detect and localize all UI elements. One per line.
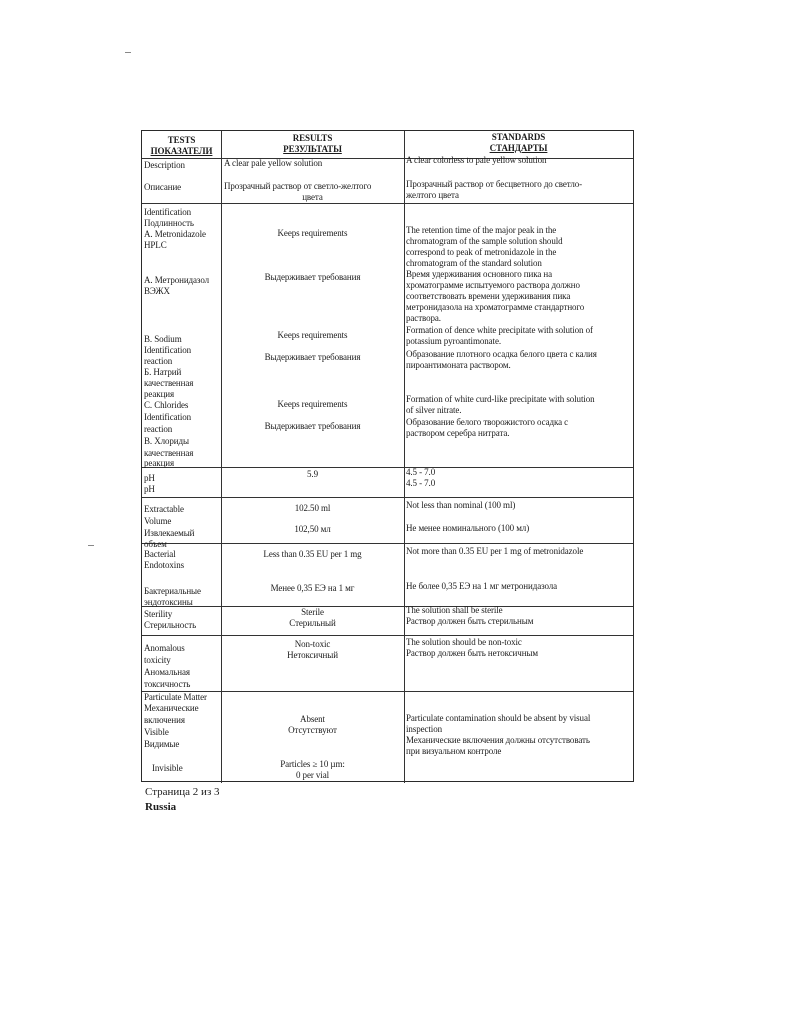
identification-a-std-en-1: The retention time of the major peak in the: [406, 225, 557, 235]
header-results-en: RESULTS: [292, 133, 333, 143]
endotoxins-standard-ru: Не более 0,35 ЕЭ на 1 мг метронидазола: [406, 581, 558, 591]
identification-a-std-ru-2: хроматограмме испытуемого раствора должно: [406, 280, 580, 290]
identification-c-en-2: Identification: [144, 412, 192, 422]
ph-standard-2: 4.5 - 7.0: [406, 478, 436, 488]
test-results-table: [141, 130, 634, 782]
ph-label-ru: pH: [144, 484, 155, 494]
row-divider: [142, 543, 633, 544]
particulate-label-ru-2: включения: [144, 715, 185, 725]
identification-b-ru-3: реакция: [144, 389, 175, 399]
ph-result: 5.9: [307, 469, 318, 479]
identification-c-ru-1: В. Хлориды: [144, 436, 189, 446]
endotoxins-label-ru-2: эндотоксины: [144, 597, 193, 607]
particulate-invisible-result-1: Particles ≥ 10 µm:: [280, 759, 345, 769]
toxicity-result-ru: Нетоксичный: [287, 650, 338, 660]
row-divider: [142, 467, 633, 468]
extractable-label-en-1: Extractable: [144, 504, 184, 514]
identification-title-en: Identification: [144, 207, 192, 217]
identification-a-en-1: A. Metronidazole: [144, 229, 206, 239]
ph-label-en: pH: [144, 473, 155, 483]
particulate-invisible-result-2: 0 per vial: [296, 770, 329, 780]
identification-a-std-en-2: chromatogram of the sample solution should: [406, 236, 563, 246]
particulate-visible-std-en-1: Particulate contamination should be absent by visual: [406, 713, 591, 723]
description-result-en: A clear pale yellow solution: [224, 158, 323, 168]
identification-b-std-en-1: Formation of dence white precipitate with solution of: [406, 325, 593, 335]
row-divider: [142, 691, 633, 692]
identification-c-std-en-1: Formation of white curd-like precipitate with solution: [406, 394, 595, 404]
identification-a-ru-1: А. Метронидазол: [144, 275, 210, 285]
header-tests-en: TESTS: [167, 135, 196, 145]
extractable-label-ru-1: Извлекаемый: [144, 528, 195, 538]
identification-b-result-en: Keeps requirements: [277, 330, 348, 340]
extractable-result-en: 102.50 ml: [294, 503, 331, 513]
description-result-ru-2: цвета: [302, 192, 323, 202]
endotoxins-label-ru-1: Бактериальные: [144, 586, 201, 596]
sterility-result-en: Sterile: [301, 607, 324, 617]
identification-b-en-2: Identification: [144, 345, 192, 355]
row-divider: [142, 635, 633, 636]
identification-b-result-ru: Выдерживает требования: [264, 352, 361, 362]
identification-a-en-2: HPLC: [144, 240, 167, 250]
identification-title-ru: Подлинность: [144, 218, 194, 228]
identification-c-en-3: reaction: [144, 424, 173, 434]
country-label: Russia: [145, 801, 177, 813]
identification-a-std-en-4: chromatogram of the standard solution: [406, 258, 542, 268]
identification-b-std-en-2: potassium pyroantimonate.: [406, 336, 501, 346]
identification-b-std-ru-2: пироантимоната раствором.: [406, 360, 511, 370]
identification-a-std-en-3: correspond to peak of metronidazole in the: [406, 247, 557, 257]
extractable-standard-en: Not less than nominal (100 ml): [406, 500, 516, 510]
ph-standard-1: 4.5 - 7.0: [406, 467, 436, 477]
sterility-standard-ru: Раствор должен быть стерильным: [406, 616, 534, 626]
particulate-label-ru-1: Механические: [144, 703, 199, 713]
identification-c-result-ru: Выдерживает требования: [264, 421, 361, 431]
toxicity-label-en-2: toxicity: [144, 655, 171, 665]
identification-a-result-ru: Выдерживает требования: [264, 272, 361, 282]
endotoxins-result-en: Less than 0.35 EU per 1 mg: [263, 549, 362, 559]
toxicity-label-ru-1: Аномальная: [144, 667, 190, 677]
identification-c-en-1: C. Chlorides: [144, 400, 189, 410]
identification-a-std-ru-1: Время удерживания основного пика на: [406, 269, 553, 279]
header-standards-ru: СТАНДАРТЫ: [489, 143, 548, 153]
header-results-ru: РЕЗУЛЬТАТЫ: [283, 144, 342, 154]
scan-mark: [88, 545, 94, 546]
particulate-visible-result-ru: Отсутствуют: [288, 725, 337, 735]
description-label-en: Description: [144, 160, 185, 170]
particulate-visible-ru: Видимые: [144, 739, 180, 749]
extractable-label-ru-2: объем: [144, 539, 167, 549]
row-divider: [142, 497, 633, 498]
extractable-standard-ru: Не менее номинального (100 мл): [406, 523, 530, 533]
identification-c-ru-3: реакция: [144, 458, 175, 468]
particulate-visible-std-ru-1: Механические включения должны отсутствовать: [406, 735, 590, 745]
endotoxins-standard-en: Not more than 0.35 EU per 1 mg of metronidazole: [406, 546, 584, 556]
identification-c-ru-2: качественная: [144, 448, 194, 458]
identification-c-result-en: Keeps requirements: [277, 399, 348, 409]
identification-b-en-3: reaction: [144, 356, 173, 366]
sterility-standard-en: The solution shall be sterile: [406, 605, 503, 615]
header-standards-en: STANDARDS: [491, 132, 546, 142]
description-label-ru: Описание: [144, 182, 182, 192]
row-divider: [142, 203, 633, 204]
sterility-label-en: Sterility: [144, 609, 173, 619]
identification-b-ru-1: Б. Натрий: [144, 367, 182, 377]
description-standard-ru-1: Прозрачный раствор от бесцветного до светло-: [406, 179, 583, 189]
particulate-visible-result-en: Absent: [300, 714, 325, 724]
sterility-result-ru: Стерильный: [289, 618, 336, 628]
identification-b-ru-2: качественная: [144, 378, 194, 388]
identification-a-std-ru-5: раствора.: [406, 313, 441, 323]
identification-a-std-ru-4: метронидазола на хроматограмме стандартного: [406, 302, 585, 312]
identification-b-en-1: B. Sodium: [144, 334, 182, 344]
identification-c-std-ru-1: Образование белого творожистого осадка с: [406, 417, 569, 427]
particulate-visible-std-ru-2: при визуальном контроле: [406, 746, 502, 756]
extractable-result-ru: 102,50 мл: [294, 524, 331, 534]
column-divider: [404, 131, 405, 783]
toxicity-standard-ru: Раствор должен быть нетоксичным: [406, 648, 538, 658]
identification-a-ru-2: ВЭЖХ: [144, 286, 170, 296]
identification-b-std-ru-1: Образование плотного осадка белого цвета с калия: [406, 349, 597, 359]
toxicity-label-en-1: Anomalous: [144, 643, 185, 653]
identification-c-std-ru-2: раствором серебра нитрата.: [406, 428, 510, 438]
description-standard-en: A clear colorless to pale yellow solution: [406, 155, 547, 165]
particulate-visible-std-en-2: inspection: [406, 724, 442, 734]
identification-a-result-en: Keeps requirements: [277, 228, 348, 238]
particulate-label-en: Particulate Matter: [144, 692, 207, 702]
toxicity-label-ru-2: токсичность: [144, 679, 191, 689]
endotoxins-label-en-1: Bacterial: [144, 549, 176, 559]
endotoxins-result-ru: Менее 0,35 ЕЭ на 1 мг: [270, 583, 355, 593]
description-result-ru-1: Прозрачный раствор от светло-желтого: [224, 181, 372, 191]
particulate-invisible-en: Invisible: [152, 763, 183, 773]
page-number: Страница 2 из 3: [145, 786, 220, 798]
endotoxins-label-en-2: Endotoxins: [144, 560, 185, 570]
identification-a-std-ru-3: соответствовать времени удерживания пика: [406, 291, 571, 301]
sterility-label-ru: Стерильность: [144, 620, 197, 630]
header-tests-ru: ПОКАЗАТЕЛИ: [150, 146, 213, 156]
extractable-label-en-2: Volume: [144, 516, 172, 526]
row-divider: [142, 158, 633, 159]
description-standard-ru-2: желтого цвета: [406, 190, 459, 200]
toxicity-standard-en: The solution should be non-toxic: [406, 637, 522, 647]
toxicity-result-en: Non-toxic: [294, 639, 331, 649]
particulate-visible-en: Visible: [144, 727, 169, 737]
scan-mark: [125, 52, 131, 53]
identification-c-std-en-2: of silver nitrate.: [406, 405, 462, 415]
